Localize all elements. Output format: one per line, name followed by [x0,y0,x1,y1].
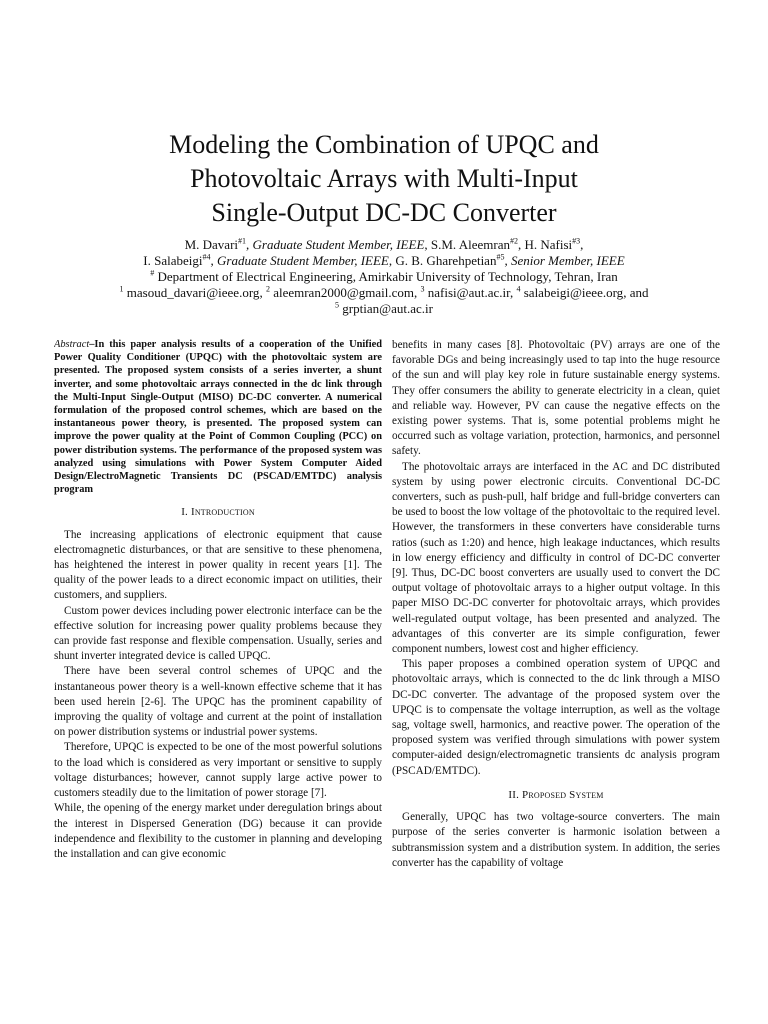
affiliation-text: Department of Electrical Engineering, Amirkabir University of Technology, Tehran, Iran [157,269,618,284]
right-column [392,338,720,898]
title-line-1: Modeling the Combination of UPQC and [169,130,599,159]
affiliation [60,269,708,285]
author-mark: #4 [202,253,211,262]
author-name: M. Davari [184,237,239,252]
email-link[interactable]: nafisi@aut.ac.ir [427,285,510,300]
email-link[interactable]: salabeigi@ieee.org [523,285,624,300]
author-role: , Graduate Student Member, IEEE [246,237,425,252]
section-title: Introduction [190,506,255,519]
email-link[interactable]: grptian@aut.ac.ir [342,301,433,316]
body-paragraph: The increasing applications of electronic equipment that cause electromagnetic disturbances, or that are sensitive to these phenomena, has heightened the interest in power quality in recent years [1]. The quality of the power leads to a direct economic impact on utilities, their customers, and suppliers. [54,528,382,602]
author-block [60,237,708,317]
section-number: I. [181,506,189,519]
abstract-text: –In this paper analysis results of a cooperation of the Unified Power Quality Conditioner (UPQC) with the photovoltaic system are presented. The proposed system consists of a series inverter, a shunt inverter, and some photovoltaic arrays connected in the dc link through the Multi-Input Single-Output (MISO) DC-DC converter. A numerical formulation of the proposed control schemes, which are based on the instantaneous power theory, is presented. The proposed system can improve the power quality at the Point of Common Coupling (PCC) on power distribution systems. The performance of the proposed system was analyzed using simulations with Power System Computer Aided Design/ElectroMagnetic Transients DC (PSCAD/EMTDC) analysis program [54,339,382,496]
email-mark: 3 [420,285,425,294]
author-mark: #5 [496,253,505,262]
body-paragraph: There have been several control schemes of UPQC and the instantaneous power theory is a well-known effective scheme that it has been used herein [2-6]. The UPQC has the prominent capability of improving the quality of voltage and current at the point of installation on power distribution systems or industrial power systems. [54,665,382,739]
author-name: I. Salabeigi [143,253,203,268]
author-mark: #2 [509,237,518,246]
body-paragraph: Therefore, UPQC is expected to be one of the most powerful solutions to the load which is considered as very important or sensitive to supply voltage disturbances; however, cannot supply large active power to customers steadily due to the limitation of power storage [7]. [54,741,382,800]
author-line-2 [60,253,708,269]
body-paragraph: benefits in many cases [8]. Photovoltaic (PV) arrays are one of the favorable DGs and being increasingly used to tap into the huge resource of the sun and will play key role in future sustainable energy systems. They offer consumers the ability to generate electricity in a clean, quiet and reliable way. However, PV can cause the negative effects on the existing power systems. That is, some potential problems might he occurred such as voltage variation, protection, harmonics, and personnel safety. [392,339,720,458]
paper-title [60,128,708,230]
email-mark: 1 [119,285,124,294]
email-line: $^1$ masoud_davari@ieee.org, $^2$ aleemran2000@gmail.com, $^3$ nafisi@aut.ac.ir, $^4$ salabeigi@ieee.org, and [119,285,649,300]
abstract-label: Abstract [54,339,90,350]
body-paragraph: The photovoltaic arrays are interfaced in the AC and DC distributed system by using power electronic circuits. Conventional DC-DC converters, such as push-pull, half bridge and full-bridge converters can be used to boost the low voltage of the photovoltaic to the required level. However, the transformers in these converters have considerable turns ratios (such as 1:20) and hence, high leakage inductances, which results in low energy efficiency and difficulty in control of DC-DC converter [9]. Thus, DC-DC boost converters are usually used to convert the DC output voltage of photovoltaic arrays to a higher output voltage. In this paper MISO DC-DC converter for photovoltaic arrays, which provides well-regulated output voltage, has been presented and analyzed. The advantages of this converter are its simple configuration, fewer component numbers, lowest cost and higher efficiency. [392,460,720,656]
email-separator: , and [623,285,649,300]
body-paragraph: Custom power devices including power electronic interface can be the effective solution for increasing power quality problems because they can provide fast response and flexible compensation. Usually, series and shunt inverter integrated device is called UPQC. [54,604,382,663]
section-number: II. [508,788,520,801]
author-mark: #1 [238,237,247,246]
body-paragraph: This paper proposes a combined operation system of UPQC and photovoltaic arrays, which is connected to the dc link through a MISO DC-DC converter. The advantage of the proposed system over the UPQC is to compensate the voltage interruption, as well as the voltage sag, voltage swell, harmonics, and reactive power. The operation of the proposed system was verified through simulations with power system computer-aided design/electromagnetic transients dc analysis program (PSCAD/EMTDC). [392,658,720,777]
author-role: , Senior Member, IEEE [504,253,625,268]
author-mark: #3 [572,237,581,246]
author-name: , S.M. Aleemran [424,237,510,252]
email-line-2 [60,301,708,317]
email-link[interactable]: aleemran2000@gmail.com [273,285,415,300]
email-link[interactable]: masoud_davari@ieee.org [126,285,260,300]
author-name: , H. Nafisi [517,237,573,252]
author-name: , G. B. Gharehpetian [388,253,497,268]
section-heading-introduction [54,505,382,520]
section-title: Proposed System [522,788,604,801]
body-paragraph: Generally, UPQC has two voltage-source converters. The main purpose of the series converter is harmonic isolation between a subtransmission system and a distribution system. In addition, the series converter has the capability of voltage [392,811,720,869]
title-line-2: Photovoltaic Arrays with Multi-Input [190,164,578,193]
author-line-1 [60,237,708,253]
abstract [54,338,382,496]
author-role: , Graduate Student Member, IEEE [210,253,389,268]
title-line-3: Single-Output DC-DC Converter [211,198,557,227]
affiliation-mark: # [150,269,155,278]
email-mark: 2 [265,285,270,294]
email-mark: 4 [516,285,521,294]
left-column [54,338,382,898]
author-separator: , [580,237,584,252]
section-heading-proposed-system [392,788,720,803]
email-mark: 5 [335,301,340,310]
body-paragraph: While, the opening of the energy market under deregulation brings about the interest in Dispersed Generation (DG) because it can provide independence and flexibility to the customer in planning and developing the installation and can give economic [54,802,382,860]
